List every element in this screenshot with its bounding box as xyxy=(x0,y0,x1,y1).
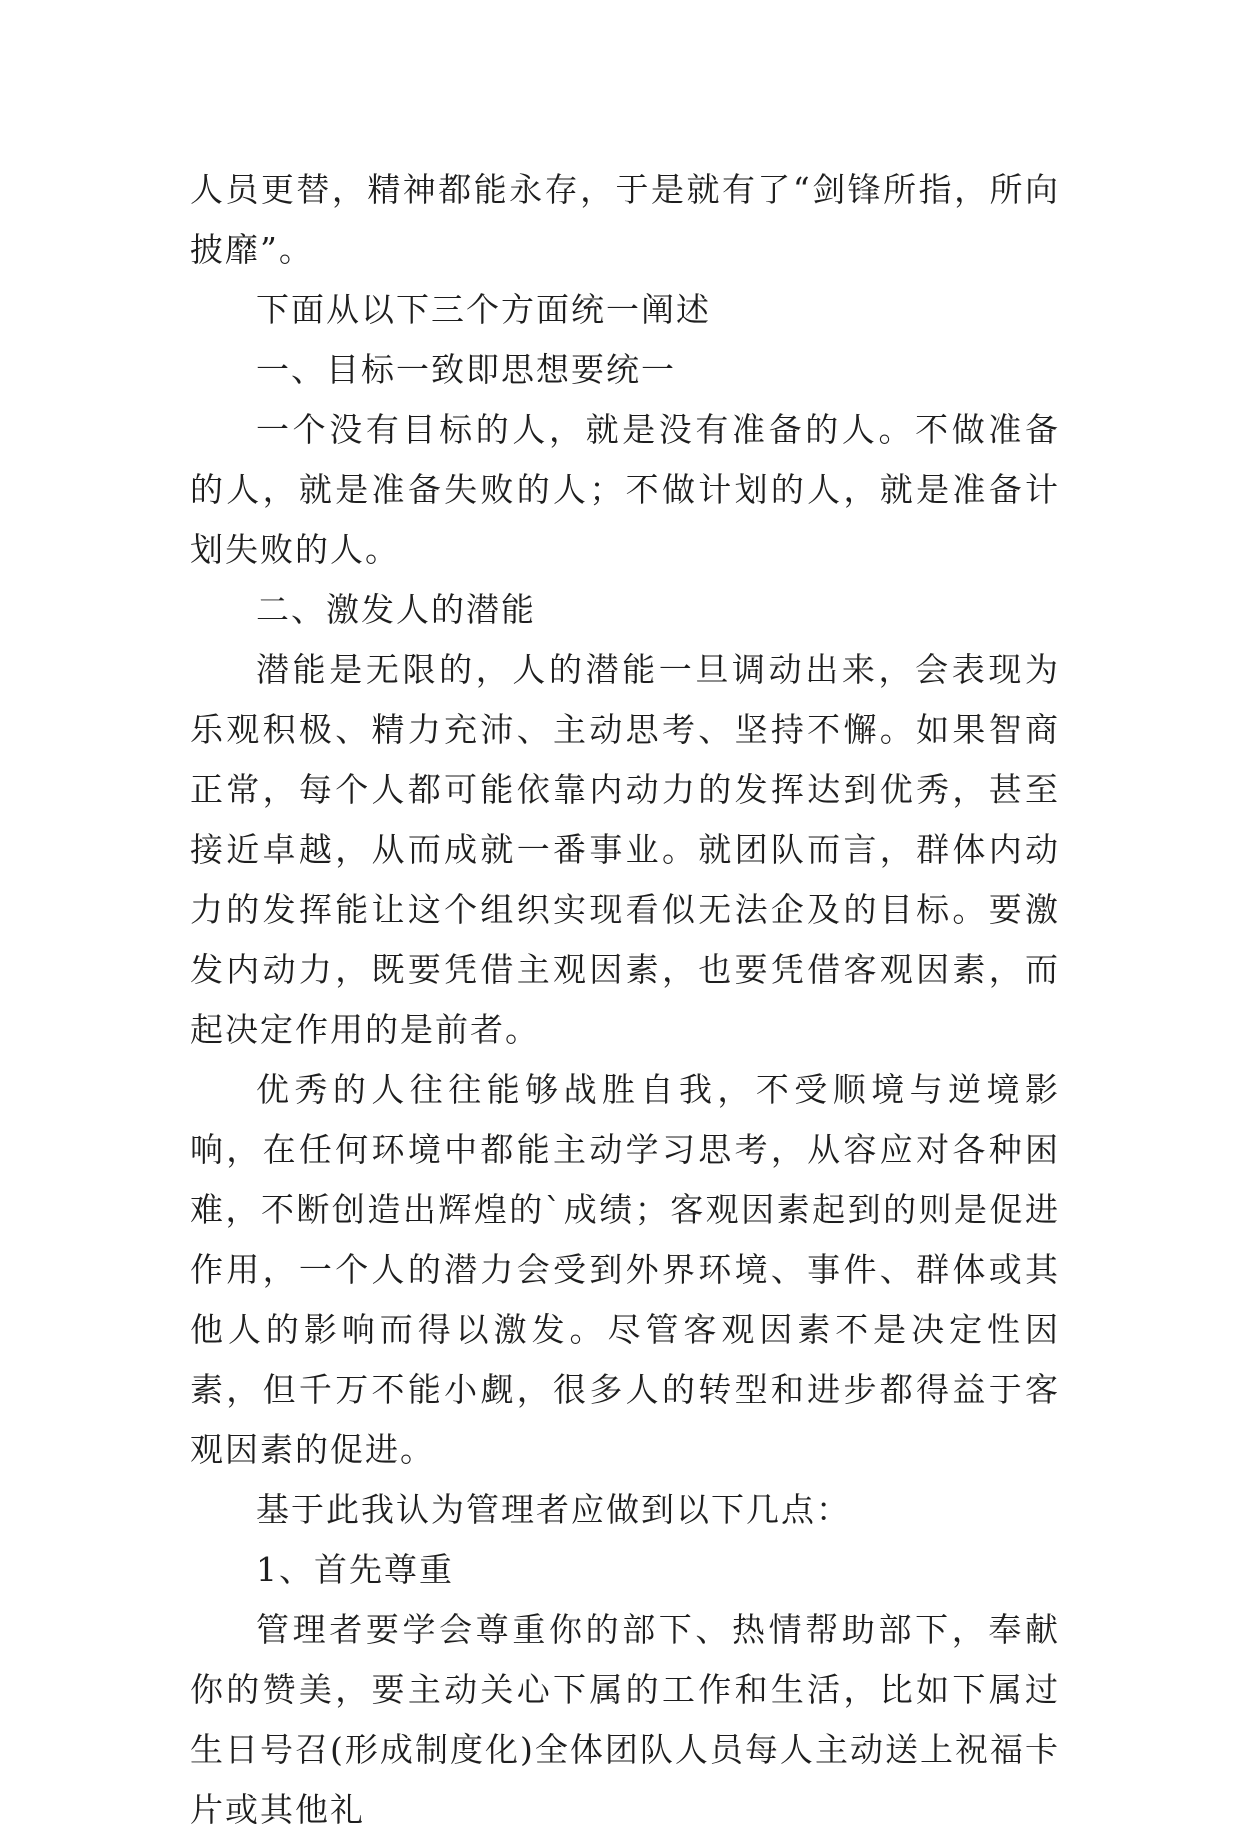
section-heading-2: 二、激发人的潜能 xyxy=(256,590,536,629)
paragraph-continuation: 人员更替，精神都能永存，于是就有了“剑锋所指，所向披靡”。 xyxy=(190,170,1060,269)
paragraph-respect: 管理者要学会尊重你的部下、热情帮助部下，奉献你的赞美，要主动关心下属的工作和生活，比如下属过生日号召(形成制度化)全体团队人员每人主动送上祝福卡片或其他礼 xyxy=(190,1610,1060,1829)
paragraph-potential: 潜能是无限的，人的潜能一旦调动出来，会表现为乐观积极、精力充沛、主动思考、坚持不懈。如果智商正常，每个人都可能依靠内动力的发挥达到优秀，甚至接近卓越，从而成就一番事业。就团队而言，群体内动力的发挥能让这个组织实现看似无法企及的目标。要激发内动力，既要凭借主观因素，也要凭借客观因素，而起决定作用的是前者。 xyxy=(190,650,1060,1049)
subheading-respect: 1、首先尊重 xyxy=(256,1550,454,1589)
section-heading-1: 一、目标一致即思想要统一 xyxy=(256,350,676,389)
paragraph-excellence: 优秀的人往往能够战胜自我，不受顺境与逆境影响，在任何环境中都能主动学习思考，从容应对各种困难，不断创造出辉煌的`成绩；客观因素起到的则是促进作用，一个人的潜力会受到外界环境、事件、群体或其他人的影响而得以激发。尽管客观因素不是决定性因素，但千万不能小觑，很多人的转型和进步都得益于客观因素的促进。 xyxy=(190,1070,1060,1469)
document-body xyxy=(190,160,1060,1840)
paragraph-points-intro: 基于此我认为管理者应做到以下几点： xyxy=(256,1490,851,1529)
paragraph-goal: 一个没有目标的人，就是没有准备的人。不做准备的人，就是准备失败的人；不做计划的人，就是准备计划失败的人。 xyxy=(190,410,1060,569)
paragraph-intro: 下面从以下三个方面统一阐述 xyxy=(256,290,711,329)
